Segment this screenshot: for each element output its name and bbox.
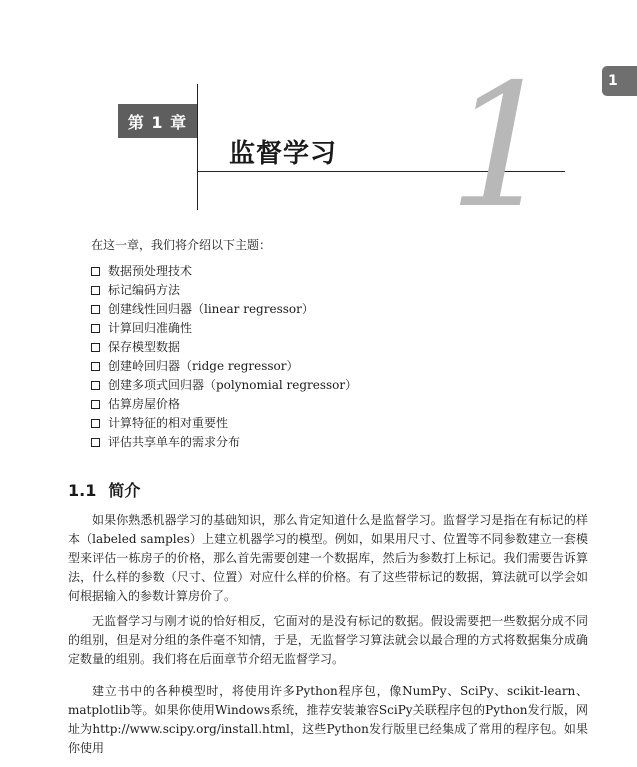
checkbox-square-icon (91, 419, 100, 428)
checkbox-square-icon (91, 362, 100, 371)
list-item: 创建线性回归器（linear regressor） (91, 300, 357, 319)
section-title: 简介 (108, 481, 141, 500)
list-item: 保存模型数据 (91, 338, 357, 357)
chapter-big-number: 1 (448, 48, 557, 246)
vertical-rule (197, 84, 198, 210)
checkbox-square-icon (91, 305, 100, 314)
checkbox-square-icon (91, 400, 100, 409)
list-item: 创建岭回归器（ridge regressor） (91, 357, 357, 376)
list-item: 估算房屋价格 (91, 395, 357, 414)
chapter-title: 监督学习 (229, 139, 338, 169)
paragraph: 如果你熟悉机器学习的基础知识，那么肯定知道什么是监督学习。监督学习是指在有标记的样本（labeled samples）上建立机器学习的模型。例如，如果用尺寸、位置等不同参数建立一套模型来评估一栋房子的价格，那么首先需要创建一个数据库，然后为参数打上标记。我们需要告诉算法，什么样的参数（尺寸、位置）对应什么样的价格。有了这些带标记的数据，算法就可以学会如何根据输入的参数计算房价了。 (68, 513, 588, 603)
section-number: 1.1 (68, 481, 97, 500)
intro-text: 在这一章，我们将介绍以下主题： (91, 238, 272, 252)
list-item: 标记编码方法 (91, 281, 357, 300)
checkbox-square-icon (91, 381, 100, 390)
topic-list (91, 262, 357, 452)
checkbox-square-icon (91, 267, 100, 276)
checkbox-square-icon (91, 324, 100, 333)
checkbox-square-icon (91, 438, 100, 447)
list-item: 计算特征的相对重要性 (91, 414, 357, 433)
paragraph: 建立书中的各种模型时，将使用许多Python程序包，像NumPy、SciPy、scikit-learn、matplotlib等。如果你使用Windows系统，推荐安装兼容SciPy关联程序包的Python发行版，网址为http://www.scipy.org/install.html，这些Python发行版里已经集成了常用的程序包。如果你使用 (68, 684, 588, 755)
checkbox-square-icon (91, 343, 100, 352)
paragraph: 无监督学习与刚才说的恰好相反，它面对的是没有标记的数据。假设需要把一些数据分成不同的组别，但是对分组的条件毫不知情，于是，无监督学习算法就会以最合理的方式将数据集分成确定数量的组别。我们将在后面章节介绍无监督学习。 (68, 614, 588, 666)
section-heading (68, 478, 140, 501)
chapter-tab: 1 (602, 66, 637, 96)
checkbox-square-icon (91, 286, 100, 295)
list-item: 评估共享单车的需求分布 (91, 433, 357, 452)
list-item: 数据预处理技术 (91, 262, 357, 281)
list-item: 创建多项式回归器（polynomial regressor） (91, 376, 357, 395)
list-item: 计算回归准确性 (91, 319, 357, 338)
chapter-badge: 第 1 章 (118, 104, 197, 138)
